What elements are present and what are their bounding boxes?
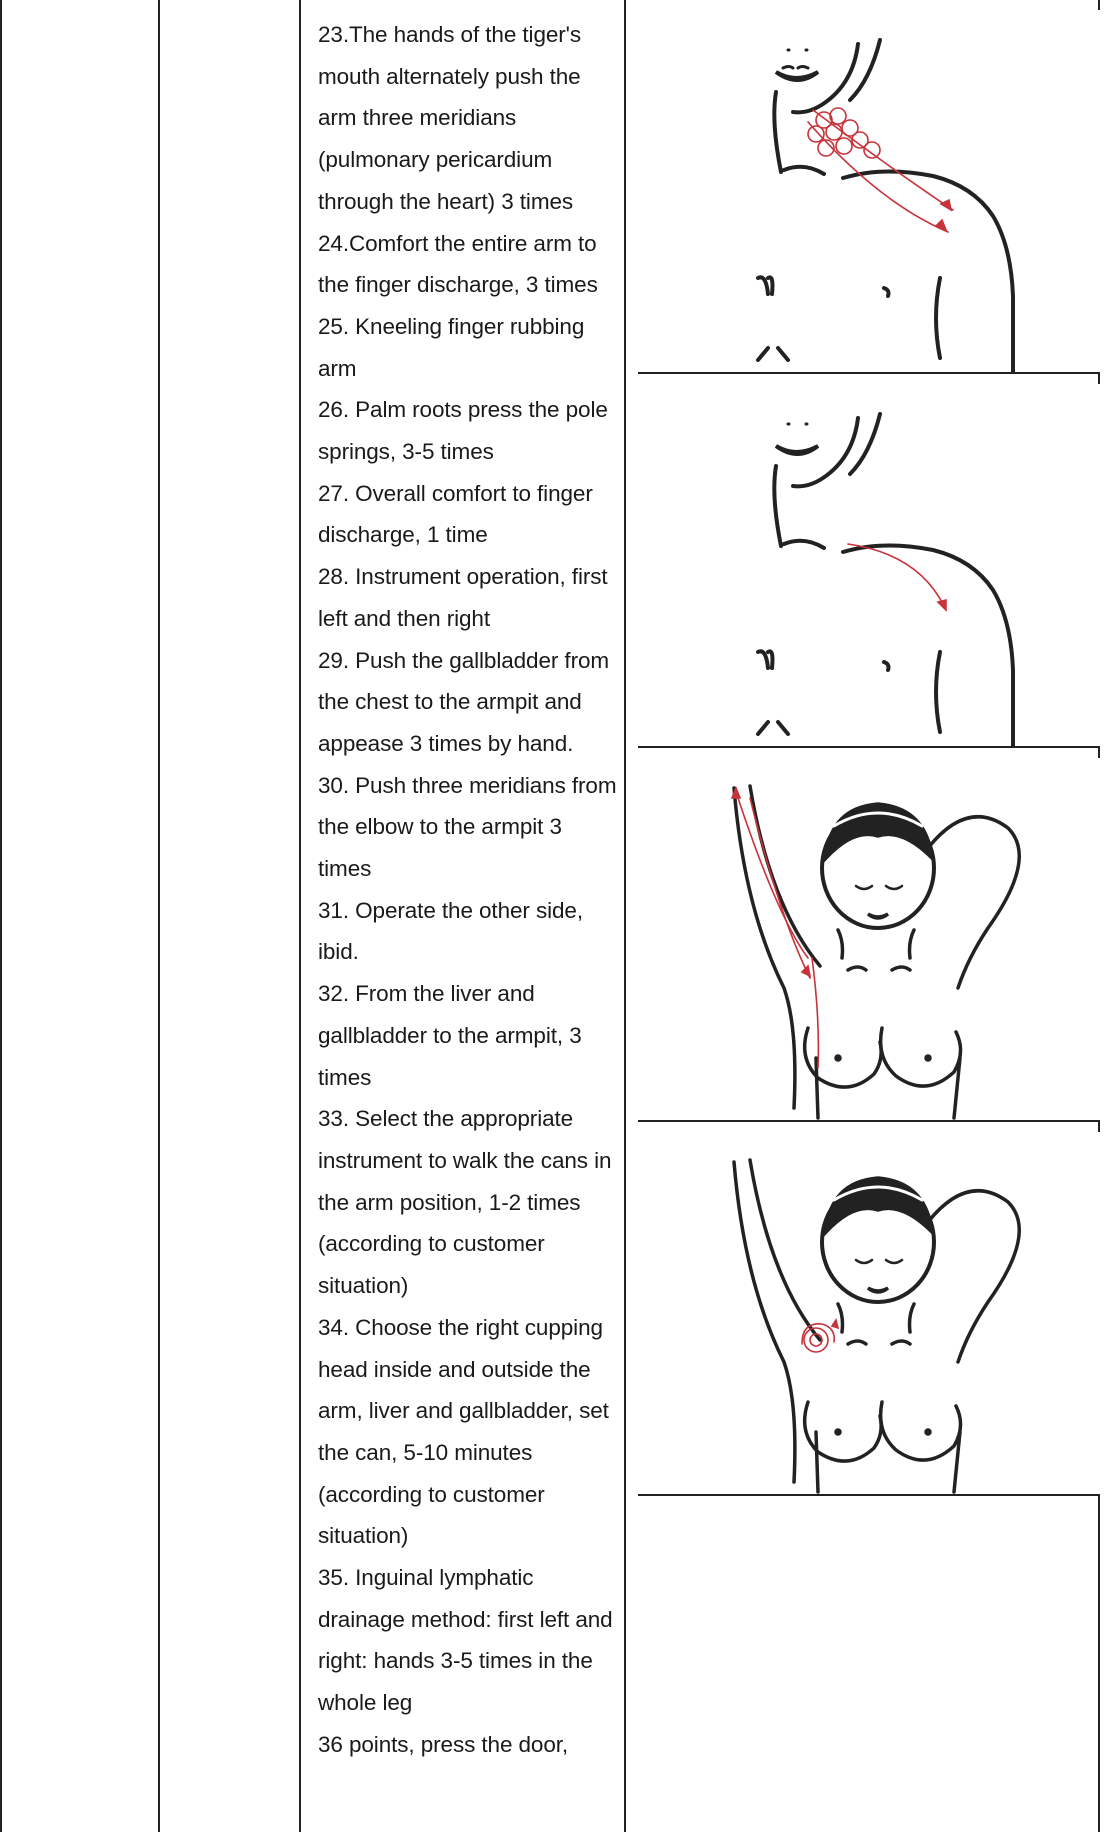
step-31: 31. Operate the other side, ibid. (318, 897, 583, 965)
step-33: 33. Select the appropriate instrument to walk the cans in the arm position, 1-2 times (according to customer situation) (318, 1106, 612, 1299)
column-divider (624, 0, 626, 1832)
column-divider (299, 0, 301, 1832)
step-35: 35. Inguinal lymphatic drainage method: first left and right: hands 3-5 times in the whole leg (318, 1565, 613, 1716)
woman-armpit-spiral-illustration (638, 1132, 1100, 1496)
woman-arm-raised-arrow-illustration (638, 758, 1100, 1122)
step-25: 25. Kneeling finger rubbing arm (318, 313, 585, 381)
step-32: 32. From the liver and gallbladder to the armpit, 3 times (318, 981, 582, 1090)
step-27: 27. Overall comfort to finger discharge, 1 time (318, 480, 593, 548)
step-26: 26. Palm roots press the pole springs, 3-5 times (318, 397, 608, 465)
neck-shoulder-arrow-illustration (638, 384, 1100, 748)
step-list (318, 14, 618, 1766)
step-30: 30. Push three meridians from the elbow to the armpit 3 times (318, 772, 617, 882)
step-28: 28. Instrument operation, first left and then right (318, 564, 608, 631)
step-24: 24.Comfort the entire arm to the finger discharge, 3 times (318, 230, 598, 298)
neck-shoulder-circles-arrow-illustration (638, 10, 1100, 374)
step-34: 34. Choose the right cupping head inside and outside the arm, liver and gallbladder, set the can, 5-10 minutes (according to customer situation) (318, 1314, 609, 1549)
column-divider (158, 0, 160, 1832)
step-36: 36 points, press the door, (318, 1731, 569, 1757)
step-23: 23.The hands of the tiger's mouth alternately push the arm three meridians (pulmonary pericardium through the heart) 3 times (318, 22, 582, 214)
column-divider (0, 0, 2, 1832)
step-29: 29. Push the gallbladder from the chest to the armpit and appease 3 times by hand. (318, 647, 610, 756)
